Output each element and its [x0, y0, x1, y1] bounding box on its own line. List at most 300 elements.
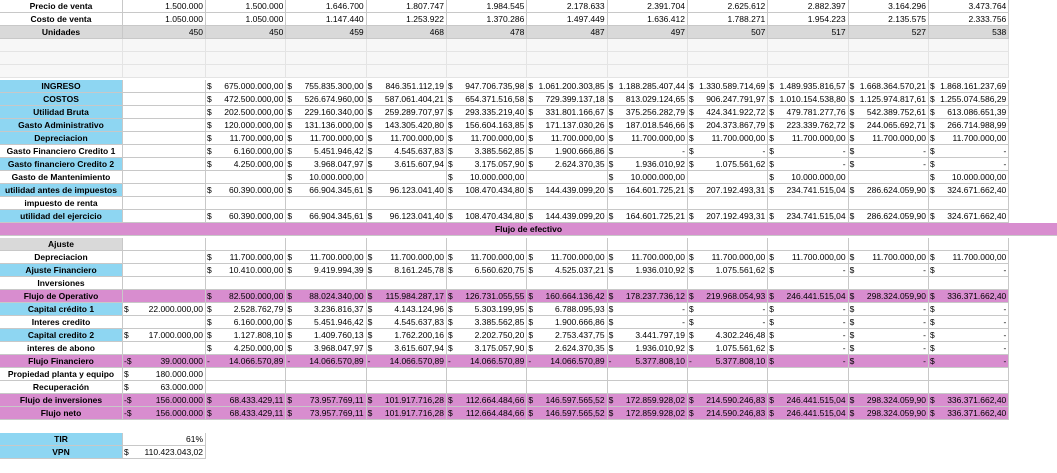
value-cell[interactable]: 2.882.397 [768, 0, 848, 13]
value-cell[interactable] [527, 158, 607, 171]
value-cell[interactable] [367, 80, 447, 93]
value-cell[interactable] [527, 145, 607, 158]
value-cell[interactable] [206, 132, 286, 145]
value-cell[interactable] [768, 119, 848, 132]
value-cell[interactable] [688, 368, 768, 381]
base-cell[interactable]: 1.050.000 [123, 13, 206, 26]
value-cell[interactable] [768, 381, 848, 394]
value-cell[interactable] [206, 355, 286, 368]
value-cell[interactable] [286, 119, 366, 132]
value-cell[interactable] [367, 93, 447, 106]
base-cell[interactable] [123, 80, 206, 93]
value-cell[interactable] [688, 106, 768, 119]
value-cell[interactable] [849, 290, 929, 303]
value-cell[interactable] [929, 342, 1009, 355]
value-cell[interactable] [688, 394, 768, 407]
value-cell[interactable] [608, 238, 688, 251]
value-cell[interactable] [929, 184, 1009, 197]
value-cell[interactable]: 527 [849, 26, 929, 39]
value-cell[interactable]: 1.497.449 [527, 13, 607, 26]
value-cell[interactable] [688, 290, 768, 303]
value-cell[interactable] [367, 368, 447, 381]
value-cell[interactable] [929, 368, 1009, 381]
value-cell[interactable] [688, 303, 768, 316]
value-cell[interactable] [929, 132, 1009, 145]
value-cell[interactable] [527, 394, 607, 407]
value-cell[interactable] [367, 329, 447, 342]
base-cell[interactable]: 450 [123, 26, 206, 39]
value-cell[interactable] [367, 197, 447, 210]
value-cell[interactable] [929, 106, 1009, 119]
value-cell[interactable] [447, 381, 527, 394]
value-cell[interactable] [688, 277, 768, 290]
value-cell[interactable] [849, 381, 929, 394]
value-cell[interactable] [206, 238, 286, 251]
value-cell[interactable] [527, 264, 607, 277]
value-cell[interactable] [608, 407, 688, 420]
value-cell[interactable] [527, 197, 607, 210]
value-cell[interactable] [367, 394, 447, 407]
value-cell[interactable] [367, 303, 447, 316]
base-cell[interactable] [123, 342, 206, 355]
value-cell[interactable] [527, 184, 607, 197]
value-cell[interactable] [286, 210, 366, 223]
base-cell[interactable] [123, 316, 206, 329]
value-cell[interactable] [447, 303, 527, 316]
value-cell[interactable] [768, 342, 848, 355]
value-cell[interactable] [286, 184, 366, 197]
value-cell[interactable] [206, 106, 286, 119]
value-cell[interactable] [206, 368, 286, 381]
value-cell[interactable] [929, 381, 1009, 394]
value-cell[interactable]: 2.135.575 [849, 13, 929, 26]
value-cell[interactable] [849, 80, 929, 93]
value-cell[interactable] [286, 80, 366, 93]
value-cell[interactable]: 517 [768, 26, 848, 39]
value-cell[interactable]: 1.807.747 [367, 0, 447, 13]
value-cell[interactable] [527, 316, 607, 329]
value-cell[interactable] [206, 145, 286, 158]
value-cell[interactable] [608, 171, 688, 184]
value-cell[interactable] [768, 210, 848, 223]
value-cell[interactable] [206, 407, 286, 420]
value-cell[interactable] [688, 145, 768, 158]
value-cell[interactable] [367, 106, 447, 119]
value-cell[interactable] [367, 132, 447, 145]
value-cell[interactable] [367, 355, 447, 368]
value-cell[interactable] [608, 251, 688, 264]
value-cell[interactable]: 1.370.286 [447, 13, 527, 26]
value-cell[interactable] [768, 93, 848, 106]
value-cell[interactable]: 2.391.704 [608, 0, 688, 13]
value-cell[interactable] [688, 158, 768, 171]
value-cell[interactable] [367, 264, 447, 277]
value-cell[interactable] [206, 119, 286, 132]
value-cell[interactable] [447, 93, 527, 106]
value-cell[interactable] [929, 329, 1009, 342]
value-cell[interactable] [206, 197, 286, 210]
base-cell[interactable] [123, 355, 206, 368]
value-cell[interactable] [608, 264, 688, 277]
value-cell[interactable] [527, 106, 607, 119]
value-cell[interactable]: 1.253.922 [367, 13, 447, 26]
value-cell[interactable] [527, 407, 607, 420]
value-cell[interactable] [849, 106, 929, 119]
value-cell[interactable] [286, 251, 366, 264]
base-cell[interactable] [123, 303, 206, 316]
value-cell[interactable] [929, 303, 1009, 316]
value-cell[interactable] [768, 264, 848, 277]
value-cell[interactable] [608, 145, 688, 158]
value-cell[interactable] [849, 316, 929, 329]
value-cell[interactable] [367, 210, 447, 223]
value-cell[interactable] [688, 381, 768, 394]
value-cell[interactable] [608, 210, 688, 223]
value-cell[interactable] [929, 197, 1009, 210]
value-cell[interactable] [608, 368, 688, 381]
value-cell[interactable] [447, 197, 527, 210]
value-cell[interactable] [768, 106, 848, 119]
value-cell[interactable] [286, 197, 366, 210]
value-cell[interactable] [206, 93, 286, 106]
base-cell[interactable] [123, 277, 206, 290]
value-cell[interactable] [608, 277, 688, 290]
value-cell[interactable] [447, 316, 527, 329]
value-cell[interactable] [688, 197, 768, 210]
value-cell[interactable] [849, 329, 929, 342]
value-cell[interactable] [367, 251, 447, 264]
value-cell[interactable]: 459 [286, 26, 366, 39]
value-cell[interactable]: 2.333.756 [929, 13, 1009, 26]
value-cell[interactable] [447, 80, 527, 93]
value-cell[interactable] [447, 132, 527, 145]
value-cell[interactable] [286, 264, 366, 277]
value-cell[interactable] [447, 106, 527, 119]
base-cell[interactable] [123, 184, 206, 197]
value-cell[interactable] [688, 119, 768, 132]
value-cell[interactable] [447, 119, 527, 132]
value-cell[interactable] [608, 381, 688, 394]
value-cell[interactable] [768, 184, 848, 197]
value-cell[interactable]: 3.164.296 [849, 0, 929, 13]
value-cell[interactable] [527, 210, 607, 223]
value-cell[interactable] [447, 184, 527, 197]
value-cell[interactable] [527, 290, 607, 303]
base-cell[interactable] [123, 93, 206, 106]
value-cell[interactable] [608, 119, 688, 132]
value-cell[interactable] [608, 197, 688, 210]
value-cell[interactable] [849, 184, 929, 197]
value-cell[interactable] [849, 145, 929, 158]
value-cell[interactable] [929, 145, 1009, 158]
value-cell[interactable] [206, 329, 286, 342]
value-cell[interactable] [527, 368, 607, 381]
value-cell[interactable] [447, 210, 527, 223]
value-cell[interactable] [768, 407, 848, 420]
value-cell[interactable] [206, 251, 286, 264]
value-cell[interactable] [768, 158, 848, 171]
base-cell[interactable] [123, 132, 206, 145]
base-cell[interactable] [123, 264, 206, 277]
value-cell[interactable] [286, 132, 366, 145]
value-cell[interactable] [608, 158, 688, 171]
value-cell[interactable] [849, 368, 929, 381]
value-cell[interactable] [206, 381, 286, 394]
value-cell[interactable] [367, 171, 447, 184]
value-cell[interactable] [608, 342, 688, 355]
value-cell[interactable] [286, 394, 366, 407]
value-cell[interactable] [688, 251, 768, 264]
value-cell[interactable]: 487 [527, 26, 607, 39]
value-cell[interactable] [367, 316, 447, 329]
value-cell[interactable] [929, 316, 1009, 329]
value-cell[interactable] [286, 407, 366, 420]
value-cell[interactable] [527, 355, 607, 368]
value-cell[interactable] [206, 290, 286, 303]
value-cell[interactable] [768, 355, 848, 368]
value-cell[interactable] [206, 184, 286, 197]
value-cell[interactable] [286, 303, 366, 316]
value-cell[interactable] [608, 184, 688, 197]
value-cell[interactable] [527, 277, 607, 290]
value-cell[interactable] [929, 171, 1009, 184]
value-cell[interactable] [527, 80, 607, 93]
value-cell[interactable] [608, 316, 688, 329]
value-cell[interactable] [608, 303, 688, 316]
value-cell[interactable]: 2.625.612 [688, 0, 768, 13]
value-cell[interactable]: 1.954.223 [768, 13, 848, 26]
value-cell[interactable] [286, 158, 366, 171]
value-cell[interactable] [768, 329, 848, 342]
value-cell[interactable] [608, 394, 688, 407]
value-cell[interactable] [527, 251, 607, 264]
value-cell[interactable] [929, 80, 1009, 93]
value-cell[interactable] [367, 381, 447, 394]
value-cell[interactable] [206, 316, 286, 329]
value-cell[interactable] [447, 394, 527, 407]
value-cell[interactable] [206, 394, 286, 407]
value-cell[interactable] [206, 210, 286, 223]
value-cell[interactable] [768, 277, 848, 290]
value-cell[interactable] [286, 106, 366, 119]
value-cell[interactable] [447, 251, 527, 264]
value-cell[interactable] [286, 368, 366, 381]
value-cell[interactable] [768, 80, 848, 93]
value-cell[interactable] [608, 80, 688, 93]
value-cell[interactable] [929, 394, 1009, 407]
value-cell[interactable] [447, 355, 527, 368]
value-cell[interactable] [608, 329, 688, 342]
value-cell[interactable] [849, 355, 929, 368]
value-cell[interactable] [849, 119, 929, 132]
value-cell[interactable] [849, 303, 929, 316]
value-cell[interactable] [849, 251, 929, 264]
value-cell[interactable] [447, 264, 527, 277]
value-cell[interactable]: 497 [608, 26, 688, 39]
value-cell[interactable] [286, 342, 366, 355]
value-cell[interactable] [367, 238, 447, 251]
value-cell[interactable] [206, 158, 286, 171]
value-cell[interactable] [768, 394, 848, 407]
base-cell[interactable] [123, 210, 206, 223]
value-cell[interactable] [849, 210, 929, 223]
value-cell[interactable] [608, 106, 688, 119]
value-cell[interactable]: 1.636.412 [608, 13, 688, 26]
summary-value[interactable]: 61% [123, 433, 206, 446]
value-cell[interactable] [286, 93, 366, 106]
value-cell[interactable] [849, 93, 929, 106]
value-cell[interactable] [929, 119, 1009, 132]
value-cell[interactable] [849, 342, 929, 355]
value-cell[interactable] [447, 407, 527, 420]
value-cell[interactable] [286, 238, 366, 251]
value-cell[interactable] [447, 158, 527, 171]
value-cell[interactable]: 1.050.000 [206, 13, 286, 26]
value-cell[interactable] [688, 93, 768, 106]
value-cell[interactable] [447, 171, 527, 184]
value-cell[interactable] [849, 277, 929, 290]
value-cell[interactable] [688, 132, 768, 145]
value-cell[interactable] [849, 407, 929, 420]
value-cell[interactable]: 1.500.000 [206, 0, 286, 13]
value-cell[interactable] [849, 197, 929, 210]
base-cell[interactable] [123, 158, 206, 171]
value-cell[interactable] [929, 251, 1009, 264]
value-cell[interactable] [768, 197, 848, 210]
value-cell[interactable]: 450 [206, 26, 286, 39]
value-cell[interactable] [768, 251, 848, 264]
value-cell[interactable] [768, 290, 848, 303]
value-cell[interactable] [768, 303, 848, 316]
value-cell[interactable] [608, 132, 688, 145]
value-cell[interactable] [688, 316, 768, 329]
value-cell[interactable] [608, 355, 688, 368]
value-cell[interactable] [768, 238, 848, 251]
base-cell[interactable] [123, 394, 206, 407]
value-cell[interactable] [367, 145, 447, 158]
value-cell[interactable] [768, 132, 848, 145]
value-cell[interactable] [929, 264, 1009, 277]
value-cell[interactable] [527, 381, 607, 394]
value-cell[interactable] [206, 303, 286, 316]
value-cell[interactable] [688, 184, 768, 197]
value-cell[interactable]: 478 [447, 26, 527, 39]
value-cell[interactable] [929, 290, 1009, 303]
value-cell[interactable] [367, 119, 447, 132]
value-cell[interactable]: 1.984.545 [447, 0, 527, 13]
value-cell[interactable] [929, 238, 1009, 251]
value-cell[interactable]: 1.788.271 [688, 13, 768, 26]
value-cell[interactable] [688, 355, 768, 368]
value-cell[interactable] [367, 290, 447, 303]
value-cell[interactable] [527, 171, 607, 184]
value-cell[interactable] [527, 93, 607, 106]
value-cell[interactable] [447, 145, 527, 158]
value-cell[interactable] [688, 210, 768, 223]
value-cell[interactable]: 1.147.440 [286, 13, 366, 26]
value-cell[interactable] [849, 238, 929, 251]
value-cell[interactable] [929, 407, 1009, 420]
base-cell[interactable] [123, 251, 206, 264]
value-cell[interactable] [608, 93, 688, 106]
base-cell[interactable] [123, 197, 206, 210]
value-cell[interactable] [367, 277, 447, 290]
value-cell[interactable] [447, 238, 527, 251]
value-cell[interactable]: 2.178.633 [527, 0, 607, 13]
value-cell[interactable] [286, 355, 366, 368]
value-cell[interactable] [367, 158, 447, 171]
value-cell[interactable] [447, 329, 527, 342]
value-cell[interactable] [849, 132, 929, 145]
value-cell[interactable] [688, 264, 768, 277]
value-cell[interactable] [527, 238, 607, 251]
value-cell[interactable] [849, 264, 929, 277]
value-cell[interactable] [688, 329, 768, 342]
value-cell[interactable] [929, 277, 1009, 290]
base-cell[interactable] [123, 368, 206, 381]
value-cell[interactable] [849, 158, 929, 171]
value-cell[interactable] [286, 277, 366, 290]
value-cell[interactable]: 507 [688, 26, 768, 39]
base-cell[interactable] [123, 381, 206, 394]
base-cell[interactable] [123, 119, 206, 132]
base-cell[interactable]: 1.500.000 [123, 0, 206, 13]
value-cell[interactable] [447, 277, 527, 290]
value-cell[interactable] [849, 394, 929, 407]
value-cell[interactable] [447, 342, 527, 355]
value-cell[interactable]: 1.646.700 [286, 0, 366, 13]
value-cell[interactable] [367, 184, 447, 197]
base-cell[interactable] [123, 329, 206, 342]
value-cell[interactable] [929, 210, 1009, 223]
value-cell[interactable] [367, 407, 447, 420]
base-cell[interactable] [123, 290, 206, 303]
value-cell[interactable] [286, 290, 366, 303]
value-cell[interactable] [768, 368, 848, 381]
value-cell[interactable] [206, 80, 286, 93]
value-cell[interactable] [929, 93, 1009, 106]
value-cell[interactable] [527, 132, 607, 145]
value-cell[interactable] [286, 316, 366, 329]
summary-value[interactable] [123, 446, 206, 459]
value-cell[interactable] [286, 145, 366, 158]
value-cell[interactable] [447, 290, 527, 303]
value-cell[interactable]: 3.473.764 [929, 0, 1009, 13]
value-cell[interactable] [768, 145, 848, 158]
value-cell[interactable] [527, 329, 607, 342]
base-cell[interactable] [123, 238, 206, 251]
base-cell[interactable] [123, 171, 206, 184]
value-cell[interactable] [688, 407, 768, 420]
value-cell[interactable] [929, 355, 1009, 368]
value-cell[interactable] [206, 342, 286, 355]
value-cell[interactable] [688, 171, 768, 184]
value-cell[interactable] [527, 303, 607, 316]
value-cell[interactable] [688, 238, 768, 251]
base-cell[interactable] [123, 145, 206, 158]
value-cell[interactable]: 538 [929, 26, 1009, 39]
value-cell[interactable] [527, 119, 607, 132]
value-cell[interactable] [286, 329, 366, 342]
value-cell[interactable] [768, 316, 848, 329]
value-cell[interactable] [929, 158, 1009, 171]
value-cell[interactable] [608, 290, 688, 303]
value-cell[interactable] [206, 264, 286, 277]
value-cell[interactable] [367, 342, 447, 355]
value-cell[interactable] [768, 171, 848, 184]
value-cell[interactable] [527, 342, 607, 355]
value-cell[interactable] [688, 80, 768, 93]
